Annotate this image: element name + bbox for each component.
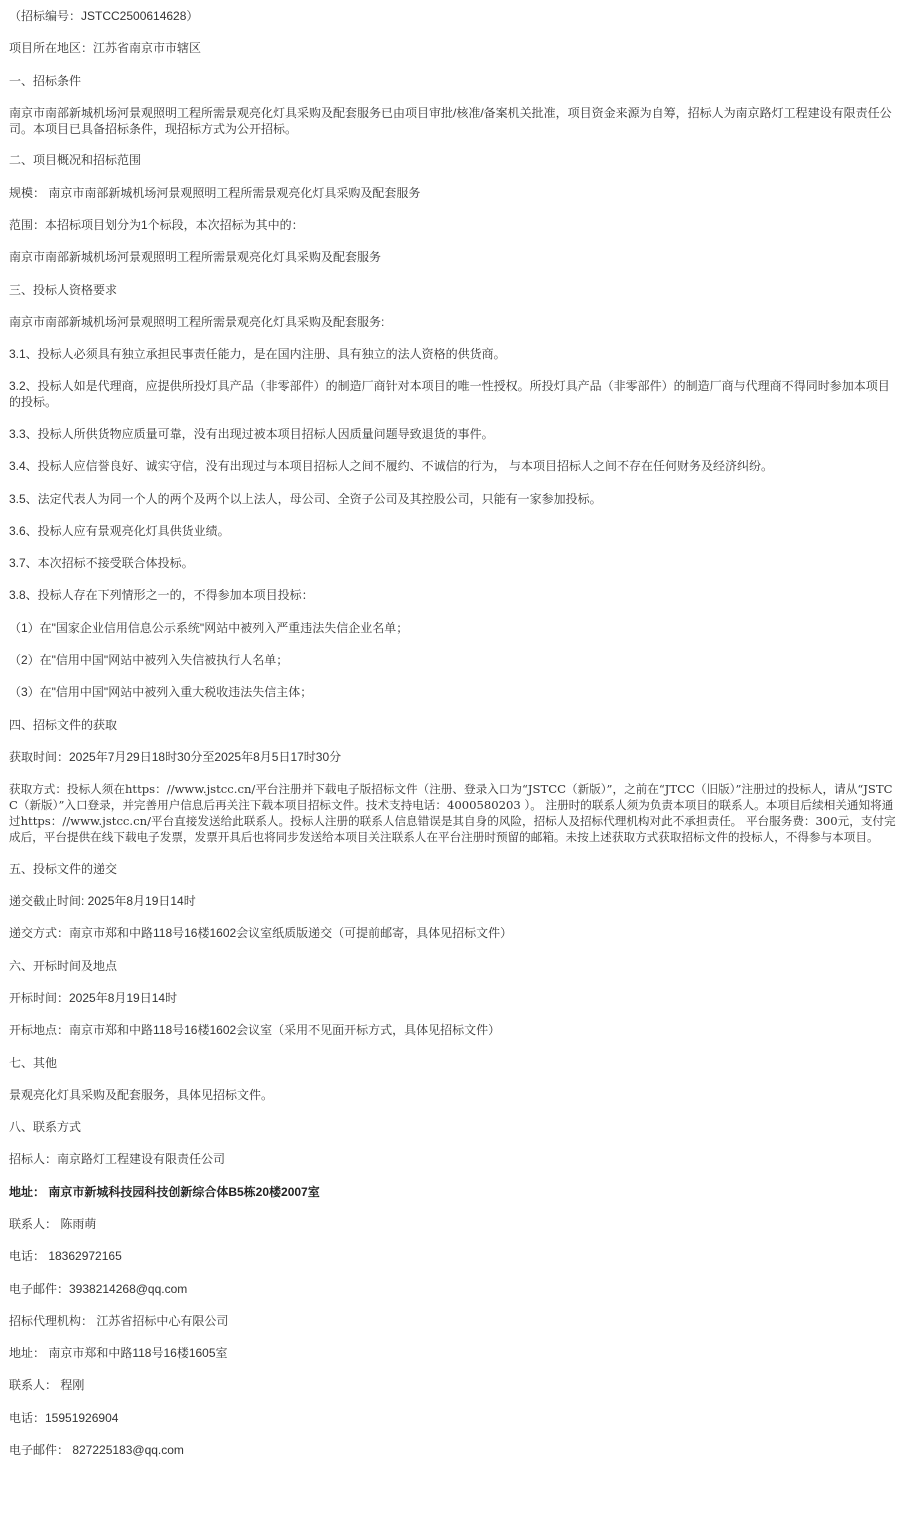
section-8-heading: 八、联系方式 [9, 1120, 82, 1135]
opening-time: 开标时间：2025年8月19日14时 [9, 990, 178, 1005]
lot-name: 南京市南部新城机场河景观照明工程所需景观亮化灯具采购及配套服务 [9, 250, 382, 265]
opening-place: 开标地点：南京市郑和中路118号16楼1602会议室（采用不见面开标方式，具体见招标文件） [9, 1023, 501, 1038]
req-3-8-3: （3）在"信用中国"网站中被列入重大税收违法失信主体； [9, 685, 313, 700]
agency-email: 电子邮件： 827225183@qq.com [9, 1443, 184, 1458]
section-1-heading: 一、招标条件 [9, 73, 82, 88]
tender-number: （招标编号：JSTCC2500614628） [9, 9, 199, 23]
req-3-2: 3.2、投标人如是代理商，应提供所投灯具产品（非零部件）的制造厂商针对本项目的唯一性授权。所投灯具产品（非零部件）的制造厂商与代理商不得同时参加本项目的投标。 [9, 379, 890, 410]
section-7-heading: 七、其他 [9, 1055, 58, 1070]
scale: 规模： 南京市南部新城机场河景观照明工程所需景观亮化灯具采购及配套服务 [9, 185, 421, 200]
tenderer-address: 地址： 南京市新城科技园科技创新综合体B5栋20楼2007室 [9, 1184, 320, 1199]
req-3-8-2: （2）在"信用中国"网站中被列入失信被执行人名单； [9, 653, 289, 668]
submit-deadline: 递交截止时间: 2025年8月19日14时 [9, 894, 196, 909]
req-3-4: 3.4、投标人应信誉良好、诚实守信，没有出现过与本项目招标人之间不履约、不诚信的行为， 与本项目招标人之间不存在任何财务及经济纠纷。 [9, 459, 774, 474]
req-3-3: 3.3、投标人所供货物应质量可靠，没有出现过被本项目招标人因质量问题导致退货的事件。 [9, 426, 494, 441]
section-1-body: 南京市南部新城机场河景观照明工程所需景观亮化灯具采购及配套服务已由项目审批/核准/备案机关批准，项目资金来源为自筹，招标人为南京路灯工程建设有限责任公司。本项目已具备招标条件，现招标方式为公开招标。 [9, 105, 892, 136]
req-3-8-1: （1）在"国家企业信用信息公示系统"网站中被列入严重违法失信企业名单； [9, 620, 409, 635]
scope: 范围：本招标项目划分为1个标段，本次招标为其中的： [9, 217, 304, 232]
tenderer: 招标人：南京路灯工程建设有限责任公司 [9, 1152, 226, 1167]
tenderer-contact: 联系人： 陈雨萌 [9, 1217, 97, 1231]
agency-phone: 电话：15951926904 [9, 1410, 119, 1425]
section-6-heading: 六、开标时间及地点 [9, 958, 118, 973]
submit-method: 递交方式：南京市郑和中路118号16楼1602会议室纸质版递交（可提前邮寄，具体见招标文件） [9, 926, 513, 941]
section-4-heading: 四、招标文件的获取 [9, 717, 118, 732]
section-3-heading: 三、投标人资格要求 [9, 282, 118, 297]
req-3-7: 3.7、本次招标不接受联合体投标。 [9, 556, 194, 571]
agency-address: 地址： 南京市郑和中路118号16楼1605室 [9, 1346, 228, 1361]
req-3-8: 3.8、投标人存在下列情形之一的，不得参加本项目投标： [9, 588, 314, 603]
section-5-heading: 五、投标文件的递交 [9, 861, 118, 876]
req-3-6: 3.6、投标人应有景观亮化灯具供货业绩。 [9, 523, 230, 538]
acquire-method: 获取方式：投标人须在https：//www.jstcc.cn/平台注册并下载电子版招标文件（注册、登录入口为“JSTCC（新版）”，之前在“JTCC（旧版）”注册过的投标人，请从“JSTCC（新版）”入口登录，并完善用户信息后再关注下载本项目招标文件。技术支持电话：4000580203 ）。 注册时的联系人须为负责本项目的联系人。本项目后续相关通知将通过https：//www.jstcc.cn/平台直接发送给此联系人。投标人注册的联系人信息错误是其自身的风险，招标人及招标代理机构对此不承担责任。 平台服务费：300元，支付完成后，平台提供在线下载电子发票，发票开具后也将同步发送给本项目关注联系人在平台注册时预留的邮箱。未按上述获取方式获取招标文件的投标人，不得参与本项目。 [9, 782, 896, 845]
agency: 招标代理机构： 江苏省招标中心有限公司 [9, 1313, 229, 1328]
tenderer-email: 电子邮件：3938214268@qq.com [9, 1281, 188, 1296]
req-3-1: 3.1、投标人必须具有独立承担民事责任能力，是在国内注册、具有独立的法人资格的供货商。 [9, 347, 506, 362]
agency-contact: 联系人： 程刚 [9, 1378, 85, 1393]
acquire-time: 获取时间：2025年7月29日18时30分至2025年8月5日17时30分 [9, 749, 342, 764]
section-2-heading: 二、项目概况和招标范围 [9, 153, 142, 168]
req-3-5: 3.5、法定代表人为同一个人的两个及两个以上法人，母公司、全资子公司及其控股公司，只能有一家参加投标。 [9, 491, 602, 506]
tenderer-phone: 电话： 18362972165 [9, 1249, 122, 1264]
qualification-intro: 南京市南部新城机场河景观照明工程所需景观亮化灯具采购及配套服务: [9, 314, 385, 329]
other-note: 景观亮化灯具采购及配套服务，具体见招标文件。 [9, 1087, 274, 1102]
project-region: 项目所在地区：江苏省南京市市辖区 [9, 41, 202, 56]
